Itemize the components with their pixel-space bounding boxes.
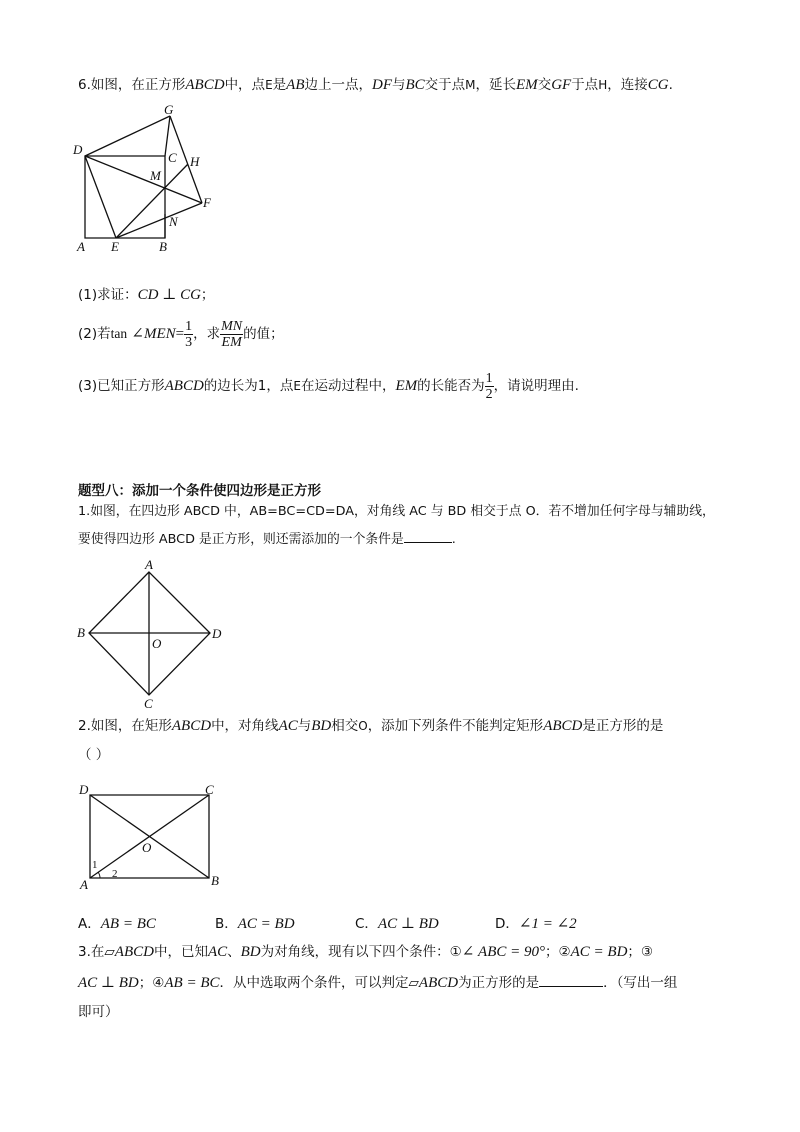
s8q1-figure: [74, 557, 224, 711]
s8q3-line2: AC ⊥ BD；④AB = BC．从中选取两个条件，可以判定▱ABCD为正方形的是 ．（写出一组: [78, 975, 678, 991]
s8q3-line1: 3.在▱ABCD中，已知AC、BD为对角线，现有以下四个条件：①∠ ABC = 90°；②AC = BD；③: [78, 944, 654, 960]
s8q1-line1: 1.如图，在四边形 ABCD 中，AB=BC=CD=DA，对角线 AC 与 BD 相交于点 O．若不增加任何字母与辅助线，: [78, 504, 715, 519]
s8q2-option-a[interactable]: A．AB = BC: [78, 916, 156, 932]
q6-label-g: G: [164, 102, 174, 117]
q6-label-h: H: [190, 154, 200, 169]
s8q3-answer-blank[interactable]: [539, 986, 603, 987]
s8q2-label-2: 2: [112, 868, 118, 880]
s8q2-angle-arc: [98, 872, 100, 878]
s8q1-label-o: O: [152, 636, 162, 651]
q6-figure: [70, 104, 210, 254]
q6-part1: (1)求证：CD ⊥ CG；: [78, 287, 215, 303]
s8q1-label-d: D: [212, 626, 222, 641]
s8q2-label-1: 1: [92, 859, 98, 871]
q6-label-n: N: [169, 214, 178, 229]
s8q1-line2: 要使得四边形 ABCD 是正方形，则还需添加的一个条件是 .: [78, 532, 456, 547]
q6-line-dg: [85, 116, 170, 156]
q6-stem: 6.如图，在正方形ABCD中，点E是AB边上一点，DF与BC交于点M，延长EM交GF于点H，连接CG.: [78, 77, 673, 93]
q6-label-f: F: [203, 195, 211, 210]
q6-part2-frac: $\frac{1}{3}$: [185, 318, 193, 350]
s8q2-label-a: A: [80, 877, 88, 892]
q6-label-a: A: [77, 239, 85, 254]
q6-line-df: [85, 156, 202, 203]
q6-label-m: M: [150, 168, 161, 183]
q6-label-c: C: [168, 150, 177, 165]
section8-title: 题型八：添加一个条件使四边形是正方形: [78, 483, 321, 499]
s8q2-option-d[interactable]: D．∠1 = ∠2: [495, 916, 577, 932]
s8q3-line3: 即可）: [78, 1004, 119, 1020]
s8q1-label-a: A: [145, 557, 153, 572]
s8q2-paren: （ ）: [78, 747, 110, 763]
s8q1-label-c: C: [144, 696, 153, 711]
s8q2-stem: 2.如图，在矩形ABCD中，对角线AC与BD相交O，添加下列条件不能判定矩形ABCD是正方形的是: [78, 718, 664, 734]
q6-label-b: B: [159, 239, 167, 254]
q6-label-e: E: [111, 239, 119, 254]
q6-line-ef: [116, 203, 202, 238]
s8q1-label-b: B: [77, 625, 85, 640]
s8q2-option-b[interactable]: B．AC = BD: [215, 916, 295, 932]
q6-label-d: D: [73, 142, 83, 157]
q6-part2-ratio: $\frac{MN}{EM}$: [221, 318, 243, 350]
q6-part3: (3)已知正方形ABCD的边长为1，点E在运动过程中，EM的长能否为 $\frac{1}{2}$ ，请说明理由.: [78, 370, 579, 402]
q6-line-de: [85, 156, 116, 238]
s8q2-label-o: O: [142, 840, 152, 855]
s8q2-option-c[interactable]: C．AC ⊥ BD: [355, 916, 439, 932]
s8q2-label-b: B: [211, 873, 219, 888]
s8q2-label-d: D: [79, 782, 89, 797]
s8q2-label-c: C: [205, 782, 214, 797]
q6-part2: (2)若tan ∠MEN= $\frac{1}{3}$ ，求 $\frac{MN}{EM}$ 的值；: [78, 318, 284, 350]
q6-part3-frac: $\frac{1}{2}$: [485, 370, 493, 402]
s8q1-answer-blank[interactable]: [404, 542, 452, 543]
s8q2-figure: [74, 782, 234, 892]
